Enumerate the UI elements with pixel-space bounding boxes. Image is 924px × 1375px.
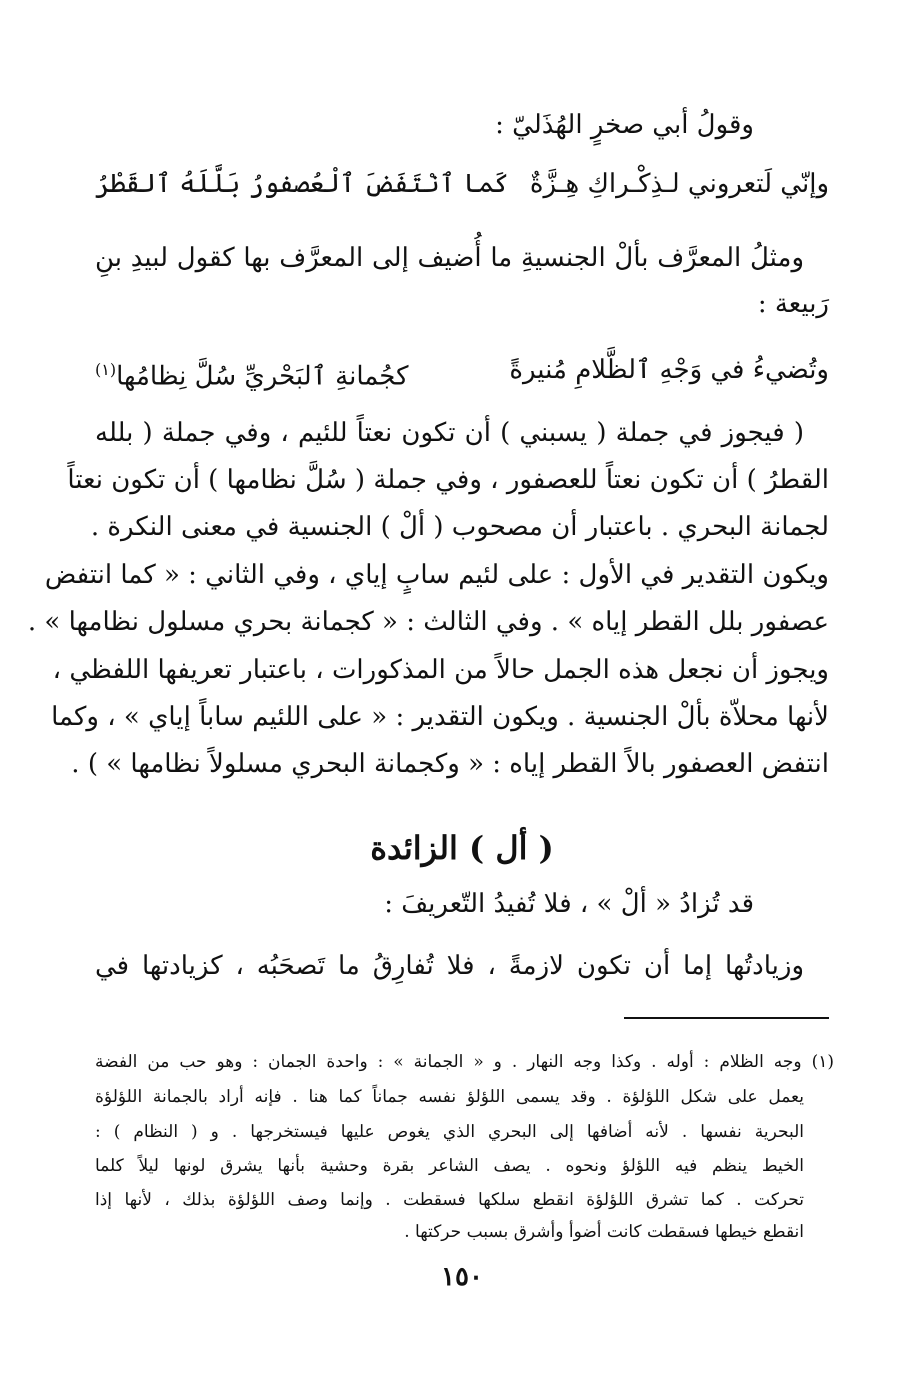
footnote-line: تحركت . كما تشرق اللؤلؤة انقطع سلكها فسقطت . وإنما وصف اللؤلؤة بذلك ، لأنها إذا <box>95 1190 804 1210</box>
paragraph-2-line: القطرُ ) أن تكون نعتاً للعصفور ، وفي جملة ( سُلَّ نظامها ) أن تكون نعتاً <box>67 465 829 495</box>
paragraph-2-line: عصفور بلل القطر إياه » . وفي الثالث : « كجمانة بحري مسلول نظامها » . <box>27 607 829 637</box>
footnote-line: البحرية نفسها . لأنه أضافها إلى البحري الذي يغوص عليها فيستخرجها . و ( النظام ) : <box>95 1122 804 1142</box>
page-number: ١٥٠ <box>441 1262 483 1292</box>
footnote-separator <box>624 1017 829 1019</box>
paragraph-4-line: وزيادتُها إما أن تكون لازمةً ، فلا تُفارِقُ ما تَصحَبُه ، كزيادتها في <box>95 951 804 981</box>
paragraph-1-line-1: ومثلُ المعرَّف بألْ الجنسيةِ ما أُضيف إلى المعرَّف بها كقول لبيدِ بنِ <box>95 243 804 273</box>
paragraph-2-line: لأنها محلاّة بألْ الجنسية . ويكون التقدير : « على اللئيم ساباً إياي » ، وكما <box>51 702 829 732</box>
footnote-reference: (١) <box>95 360 117 379</box>
paragraph-2-line: ويجوز أن نجعل هذه الجمل حالاً من المذكورات ، باعتبار تعريفها اللفظي ، <box>52 655 829 685</box>
intro-line: وقولُ أبي صخرٍ الهُذَليّ : <box>495 110 754 140</box>
footnote-line: يعمل على شكل اللؤلؤة . وقد يسمى اللؤلؤ نفسه جماناً كما هنا . فإنه أراد بالجمانة اللؤلؤة <box>95 1087 804 1107</box>
paragraph-2-line: ( فيجوز في جملة ( يسبني ) أن تكون نعتاً للئيم ، وفي جملة ( بلله <box>95 418 804 448</box>
verse-1-hemistich-1: وإنّي لَتعروني لـذِكْـراكِ هِـزَّةٌ <box>529 169 829 199</box>
verse-2-hemistich-1: وتُضيءُ في وَجْهِ ٱلظَّلامِ مُنيرةً <box>509 355 829 385</box>
footnote-line: (١) وجه الظلام : أوله . وكذا وجه النهار . و « الجمانة » : واحدة الجمان : وهو حب من الفضة <box>95 1052 834 1072</box>
section-heading: ( أل ) الزائدة <box>370 829 554 867</box>
verse-2-hemistich-2-text: كجُمانةِ ٱلبَحْريِّ سُلَّ نِظامُها <box>116 361 409 392</box>
paragraph-2-line: لجمانة البحري . باعتبار أن مصحوب ( ألْ ) الجنسية في معنى النكرة . <box>90 512 829 542</box>
verse-2-hemistich-2 <box>95 350 408 397</box>
paragraph-3-line: قد تُزادُ « ألْ » ، فلا تُفيدُ التّعريفَ : <box>384 889 754 919</box>
footnote-line: انقطع خيطها فسقطت كانت أضوأ وأشرق بسبب حركتها . <box>404 1222 804 1242</box>
footnote-line: الخيط ينظم فيه اللؤلؤ ونحوه . يصف الشاعر بقرة وحشية بأنها يشرق لونها ليلاً كلما <box>95 1156 804 1176</box>
verse-1-hemistich-2: كَما ٱنْتَفَضَ ٱلْعُصفورُ بَلَّلَهُ ٱلقَطْرُ <box>95 169 509 199</box>
paragraph-1-line-2: رَبيعة : <box>757 289 829 319</box>
paragraph-2-line: انتفض العصفور بالاً القطر إياه : « وكجمانة البحري مسلولاً نظامها » ) . <box>71 749 829 779</box>
paragraph-2-line: ويكون التقدير في الأول : على لئيم سابٍ إياي ، وفي الثاني : « كما انتفض <box>44 560 829 590</box>
